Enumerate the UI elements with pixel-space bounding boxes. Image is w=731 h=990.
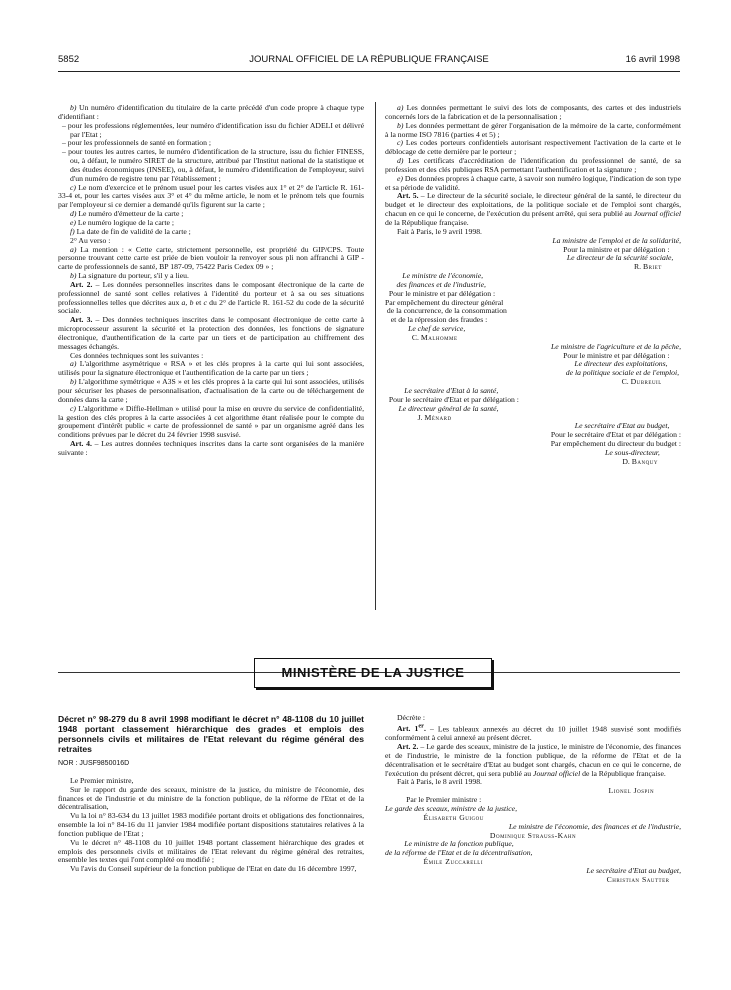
col-left-top-paragraph: b) Un numéro d'identification du titulaire de la carte précédé d'un code propre à chaque type d'identifiant :: [58, 103, 364, 121]
col-right-bottom-paragraph: de la réforme de l'Etat et de la décentralisation,: [385, 848, 533, 858]
col-right-top-paragraph: Par empêchement du directeur du budget :: [550, 439, 681, 449]
col-right-top-paragraph: Par empêchement du directeur général: [385, 297, 504, 307]
col-left-top-paragraph: d) Le numéro d'émetteur de la carte ;: [70, 209, 184, 219]
col-right-bottom-paragraph: Le ministre de l'économie, des finances et de l'industrie,: [508, 821, 681, 831]
col-right-bottom-paragraph: Par le Premier ministre :: [385, 795, 482, 805]
col-left-top-paragraph: Art. 4. – Les autres données techniques inscrites dans la carte sont organisées de la manière suivante :: [58, 439, 364, 457]
col-left-top-paragraph: – pour toutes les autres cartes, le numéro d'identification de la structure, issu du fichier FINESS, ou, à défaut, le numéro SIRET de la structure, attribué par l'Institut national de la statistique et des études économiques (INSEE), ou, à défaut, le numéro d'identification de l'employeur, suivi d'un numéro de registre tenu par l'établissement ;: [62, 147, 364, 183]
col-right-top-paragraph: Le ministre de l'économie,: [402, 271, 484, 281]
col-right-top-paragraph: c) Les codes porteurs confidentiels autorisant respectivement l'activation de la carte et le déblocage de cette dernière par le porteur ;: [385, 138, 681, 157]
col-right-top-paragraph: Pour le secrétaire d'Etat et par délégation :: [550, 430, 681, 440]
col-left-top-paragraph: a) La mention : « Cette carte, strictement personnelle, est propriété du GIP/CPS. Toute personne trouvant cette carte est priée de bien vouloir la renvoyer sous pli non affranchi à GIP - carte de professionnels de santé, BP 187-09, 75422 Paris Cedex 09 » ;: [58, 244, 364, 272]
col-right-top-paragraph: e) Des données propres à chaque carte, à savoir son numéro logique, l'indication de son type et sa période de validité.: [385, 173, 681, 192]
col-left-top-paragraph: a) L'algorithme asymétrique « RSA » et les clés propres à la carte qui lui sont associées, utilisés pour la signature électronique et l'authentification de la carte par un tiers ;: [58, 359, 364, 378]
decree-preamble: [58, 777, 364, 874]
header-rule: [58, 71, 680, 72]
col-right-top-paragraph: Art. 5. – Le directeur de la sécurité sociale, le directeur général de la santé, le directeur du budget et le directeur des exploitations, de la politique sociale et de l'emploi sont chargés, chacun en ce qui le concerne, de l'exécution du présent arrêté, qui sera publié au Journal officiel de la République française.: [385, 191, 682, 227]
col-right-top-paragraph: Le sous-directeur,: [605, 447, 660, 457]
col-left-top-paragraph: e) Le numéro logique de la carte ;: [70, 217, 174, 227]
col-right-top-paragraph: de la concurrence, de la consommation: [385, 306, 507, 316]
col-left-bottom-paragraph: Sur le rapport du garde des sceaux, ministre de la justice, du ministre de l'économie, des finances et de l'industrie et du ministre de la fonction publique, de la réforme de l'Etat et de la décentralisation,: [58, 784, 364, 812]
col-left-bottom-paragraph: Vu le décret n° 48-1108 du 10 juillet 1948 portant classement hiérarchique des grades et emplois des personnels civils et militaires de l'Etat relevant du régime général des retraites, ensemble les textes qui l'ont complété ou modifié ;: [58, 837, 364, 865]
col-right-top-paragraph: Fait à Paris, le 9 avril 1998.: [397, 226, 482, 236]
col-right-top-paragraph: Le chef de service,: [408, 324, 466, 334]
column-left-top: [58, 104, 364, 458]
col-left-bottom-paragraph: Vu la loi n° 83-634 du 13 juillet 1983 modifiée portant droits et obligations des fonctionnaires, ensemble la loi n° 84-16 du 11 janvier 1984 modifiée portant dispositions statutaires relatives à la fonction publique de l'Etat ;: [58, 811, 364, 838]
col-right-top-paragraph: Pour le secrétaire d'Etat et par délégation :: [385, 394, 519, 404]
col-left-top-paragraph: Art. 3. – Des données techniques inscrites dans le composant électronique de cette carte à microprocesseur assurent la sécurité et la protection des données, les fonctions de signature électronique, d'authentification de la carte par un tiers et de participation au chiffrement des messages échangés.: [58, 315, 364, 351]
issue-date: 16 avril 1998: [625, 54, 680, 65]
col-right-top-paragraph: b) Les données permettant de gérer l'organisation de la mémoire de la carte, conformément à la norme ISO 7816 (parties 4 et 5) ;: [385, 120, 681, 139]
col-right-bottom-paragraph: Décrète :: [397, 713, 425, 722]
col-right-top-paragraph: Pour la ministre et par délégation :: [563, 244, 681, 254]
col-right-top-paragraph: J. Ménard: [385, 412, 452, 422]
column-right-bottom: [385, 714, 681, 885]
journal-title: JOURNAL OFFICIEL DE LA RÉPUBLIQUE FRANÇAISE: [249, 54, 489, 65]
col-left-top-paragraph: c) L'algorithme « Diffie-Hellman » utilisé pour la mise en œuvre du service de confidentialité, la gestion des clés propres à la carte associées à cet algorithme étant réalisée pour le compte du groupement d'intérêt public « carte de professionnel de santé » par un organisme agréé dans les conditions prévues par le décret du 24 février 1998 susvisé.: [58, 403, 364, 440]
col-right-top-paragraph: Le directeur de la sécurité sociale,: [566, 253, 674, 263]
column-divider: [375, 102, 376, 610]
col-right-top-paragraph: de la politique sociale et de l'emploi,: [565, 368, 680, 378]
col-right-top-paragraph: Le secrétaire d'Etat au budget,: [574, 421, 670, 431]
col-right-bottom-paragraph: Le secrétaire d'Etat au budget,: [586, 865, 681, 875]
col-left-top-paragraph: b) L'algorithme symétrique « A3S » et les clés propres à la carte qui lui sont associées, utilisés pour sécuriser les phases de personnalisation, d'actualisation de la carte ou de téléchargement de données dans la carte ;: [58, 377, 364, 404]
col-right-top-paragraph: C. Malhomme: [385, 332, 458, 342]
col-left-top-paragraph: c) Le nom d'exercice et le prénom usuel pour les cartes visées aux 1° et 2° de l'article R. 161-33-4 et, pour les cartes visées aux 3° et 4° du même article, le nom et le prénom tels que fournis par l'employeur si ce dernier a demandé qu'ils figurent sur la carte ;: [58, 182, 364, 210]
col-right-top-paragraph: d) Les certificats d'accréditation de l'identification du professionnel de santé, de sa profession et des clés publiques RSA permettant l'authentification et la signature ;: [385, 156, 681, 174]
column-right-top: [385, 104, 681, 467]
col-right-top-paragraph: La ministre de l'emploi et de la solidarité,: [552, 235, 681, 245]
ministry-title: MINISTÈRE DE LA JUSTICE: [254, 658, 492, 688]
col-right-top-paragraph: et de la répression des fraudes :: [385, 315, 488, 325]
col-right-top-paragraph: des finances et de l'industrie,: [396, 279, 486, 289]
col-right-bottom-paragraph: Lionel Jospin: [608, 786, 655, 796]
col-right-bottom-paragraph: Art. 2. – Le garde des sceaux, ministre de la justice, le ministre de l'économie, des finances et de l'industrie, le ministre de la fonction publique, de la réforme de l'Etat et de la décentralisation et le secrétaire d'Etat au budget sont chargés, chacun en ce qui le concerne, de l'exécution du présent décret, qui sera publié au Journal officiel de la République française.: [385, 742, 681, 778]
column-left-bottom: [58, 714, 364, 874]
col-right-bottom-paragraph: Le garde des sceaux, ministre de la justice,: [385, 804, 518, 813]
decree-title: Décret n° 98-279 du 8 avril 1998 modifiant le décret n° 48-1108 du 10 juillet 1948 portant classement hiérarchique des grades et emplois des personnels civils et militaires de l'Etat relevant du régime général des retraites: [58, 714, 364, 754]
col-left-top-paragraph: 2° Au verso :: [70, 235, 111, 245]
col-right-top-paragraph: Le directeur général de la santé,: [398, 403, 499, 413]
col-right-top-paragraph: a) Les données permettant le suivi des lots de composants, des cartes et des industriels concernés lors de la fabrication et de la personnalisation ;: [385, 103, 681, 121]
col-left-top-paragraph: f) La date de fin de validité de la carte ;: [70, 226, 191, 236]
col-right-bottom-paragraph: Christian Sautter: [606, 874, 670, 884]
col-left-top-paragraph: Art. 2. – Les données personnelles inscrites dans le composant électronique de la carte de professionnel de santé sont celles relatives à l'identité du porteur et à sa ou ses situations professionnelles telles que décrites aux a, b et c du 2° de l'article R. 161-52 du code de la sécurité sociale.: [58, 279, 364, 316]
col-right-top-paragraph: Le secrétaire d'Etat à la santé,: [404, 386, 499, 395]
col-right-top-paragraph: D. Banquy: [622, 456, 658, 466]
col-right-bottom-paragraph: Le ministre de la fonction publique,: [404, 839, 514, 849]
col-right-bottom-paragraph: Dominique Strauss-Kahn: [489, 830, 577, 840]
col-right-bottom-paragraph: Fait à Paris, le 8 avril 1998.: [397, 777, 482, 787]
col-right-top-paragraph: R. Briet: [634, 262, 662, 272]
col-right-bottom-paragraph: Art. 1er. – Les tableaux annexés au décret du 10 juillet 1948 susvisé sont modifiés conformément à celui annexé au présent décret.: [385, 722, 681, 743]
decree-nor: NOR : JUSF9850016D: [58, 760, 130, 767]
col-left-bottom-paragraph: Le Premier ministre,: [70, 775, 134, 785]
col-left-bottom-paragraph: Vu l'avis du Conseil supérieur de la fonction publique de l'Etat en date du 16 décembre 1997,: [70, 864, 357, 874]
col-left-top-paragraph: Ces données techniques sont les suivantes :: [70, 350, 204, 360]
col-right-top-paragraph: C. Dubreuil: [621, 377, 662, 387]
col-right-bottom-paragraph: Élisabeth Guigou: [423, 812, 484, 822]
col-left-top-paragraph: b) La signature du porteur, s'il y a lieu.: [70, 271, 189, 281]
col-right-top-paragraph: Le ministre de l'agriculture et de la pêche,: [550, 341, 681, 351]
page-number: 5852: [58, 54, 80, 65]
col-left-top-paragraph: – pour les professionnels de santé en formation ;: [62, 138, 212, 148]
col-right-top-paragraph: Pour le ministre et par délégation :: [385, 288, 496, 298]
col-left-top-paragraph: – pour les professions réglementées, leur numéro d'identification issu du fichier ADELI et délivré par l'Etat ;: [62, 120, 364, 139]
col-right-top-paragraph: Pour le ministre et par délégation :: [563, 350, 681, 360]
col-right-bottom-paragraph: Émile Zuccarelli: [423, 857, 484, 867]
col-right-top-paragraph: Le directeur des exploitations,: [574, 359, 668, 369]
